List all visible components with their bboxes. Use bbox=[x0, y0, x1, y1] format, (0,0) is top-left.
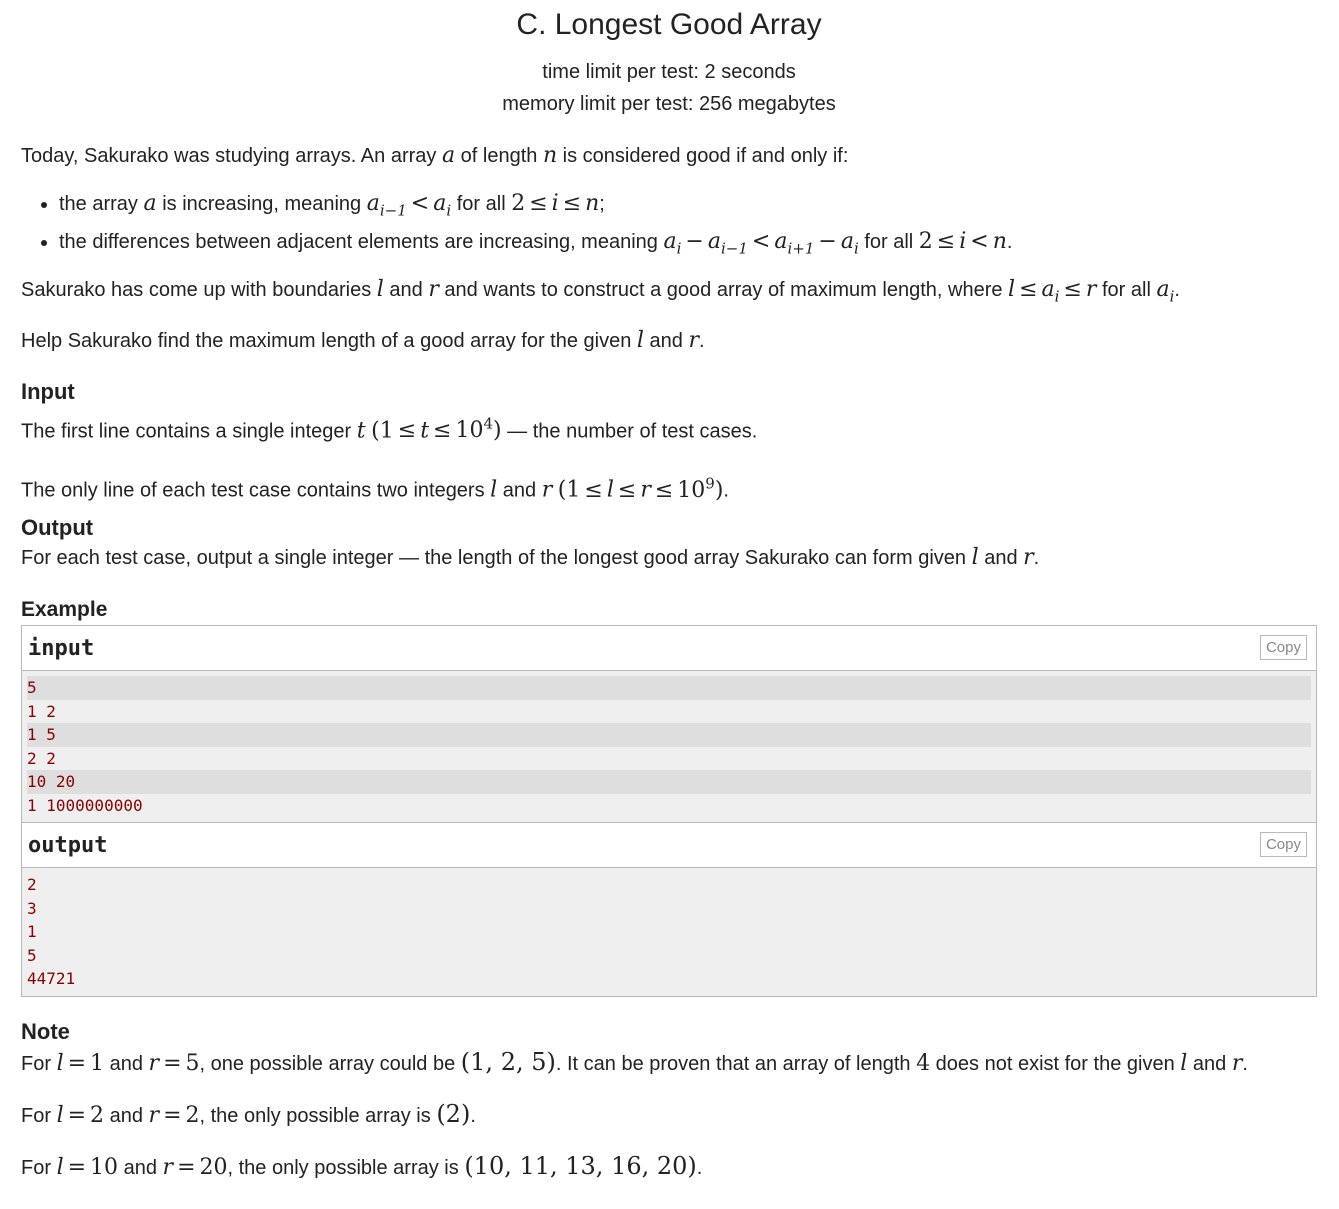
input-line: 10 20 bbox=[27, 770, 1311, 794]
help-paragraph: Help Sakurako find the maximum length of a good array for the given l and r. bbox=[21, 328, 705, 353]
note-title: Note bbox=[21, 1019, 70, 1044]
output-line: 3 bbox=[27, 898, 37, 918]
condition-increasing: • the array a is increasing, meaning $a_{i-1} < a_i$ for all 2 ≤ i ≤ n; bbox=[59, 188, 1339, 226]
input-label: input bbox=[28, 636, 95, 661]
input-line-2: The only line of each test case contains two integers l and r $(1 \le l \le r \le 10^9)$. bbox=[21, 474, 729, 503]
output-line: 44721 bbox=[27, 969, 76, 988]
output-section bbox=[21, 514, 1039, 572]
output-title: Output bbox=[21, 515, 94, 540]
input-line: 2 2 bbox=[27, 748, 56, 768]
input-block[interactable] bbox=[22, 671, 1316, 822]
output-line: 5 bbox=[27, 945, 37, 965]
input-section bbox=[21, 378, 757, 505]
note-line-2: For l = 2 and r = 2, the only possible array is (2). bbox=[21, 1100, 476, 1128]
memory-limit: memory limit per test: 256 megabytes bbox=[502, 93, 836, 115]
output-line: 2 bbox=[27, 875, 37, 894]
intro-paragraph: Today, Sakurako was studying arrays. An array a of length n is considered good if and only if: bbox=[21, 143, 849, 168]
example-title: Example bbox=[21, 598, 108, 621]
boundaries-paragraph: Sakurako has come up with boundaries l and r and wants to construct a good array of maximum length, where $l \le a_i \le r$ for all $a_i$. bbox=[21, 277, 1180, 306]
problem-statement bbox=[21, 0, 1317, 1180]
note-section bbox=[21, 1018, 1317, 1182]
output-line: 1 bbox=[27, 922, 37, 941]
input-header bbox=[22, 626, 1316, 671]
copy-output-button[interactable]: Copy bbox=[1260, 832, 1307, 857]
conditions-list bbox=[21, 188, 1339, 265]
time-limit: time limit per test: 2 seconds bbox=[542, 61, 796, 83]
output-header bbox=[22, 823, 1316, 868]
input-line: 1 1000000000 bbox=[27, 795, 143, 815]
note-line-1: For l = 1 and r = 5, one possible array could be (1, 2, 5). It can be proven that an array of length 4 does not exist for the given l and r. bbox=[21, 1048, 1248, 1076]
input-title: Input bbox=[21, 379, 75, 404]
input-line: 1 2 bbox=[27, 701, 56, 721]
output-block[interactable] bbox=[22, 868, 1316, 996]
output-line-1: For each test case, output a single integer — the length of the longest good array Sakurako can form given l and r. bbox=[21, 545, 1040, 570]
limits bbox=[21, 56, 1317, 120]
note-line-3: For l = 10 and r = 20, the only possible array is (10, 11, 13, 16, 20). bbox=[21, 1152, 703, 1180]
example-box bbox=[21, 625, 1317, 997]
input-line-1: The first line contains a single integer t $(1 \le t \le 10^4)$ — the number of test cases. bbox=[21, 415, 758, 444]
input-line: 1 5 bbox=[27, 723, 1311, 747]
condition-differences: • the differences between adjacent elements are increasing, meaning $a_i - a_{i-1} < a_{i+1} - a_i$ for all 2 ≤ i < n. bbox=[59, 226, 1339, 264]
input-line: 5 bbox=[27, 676, 1311, 700]
problem-title: C. Longest Good Array bbox=[516, 8, 822, 41]
copy-input-button[interactable]: Copy bbox=[1260, 635, 1307, 660]
output-label: output bbox=[28, 833, 108, 858]
